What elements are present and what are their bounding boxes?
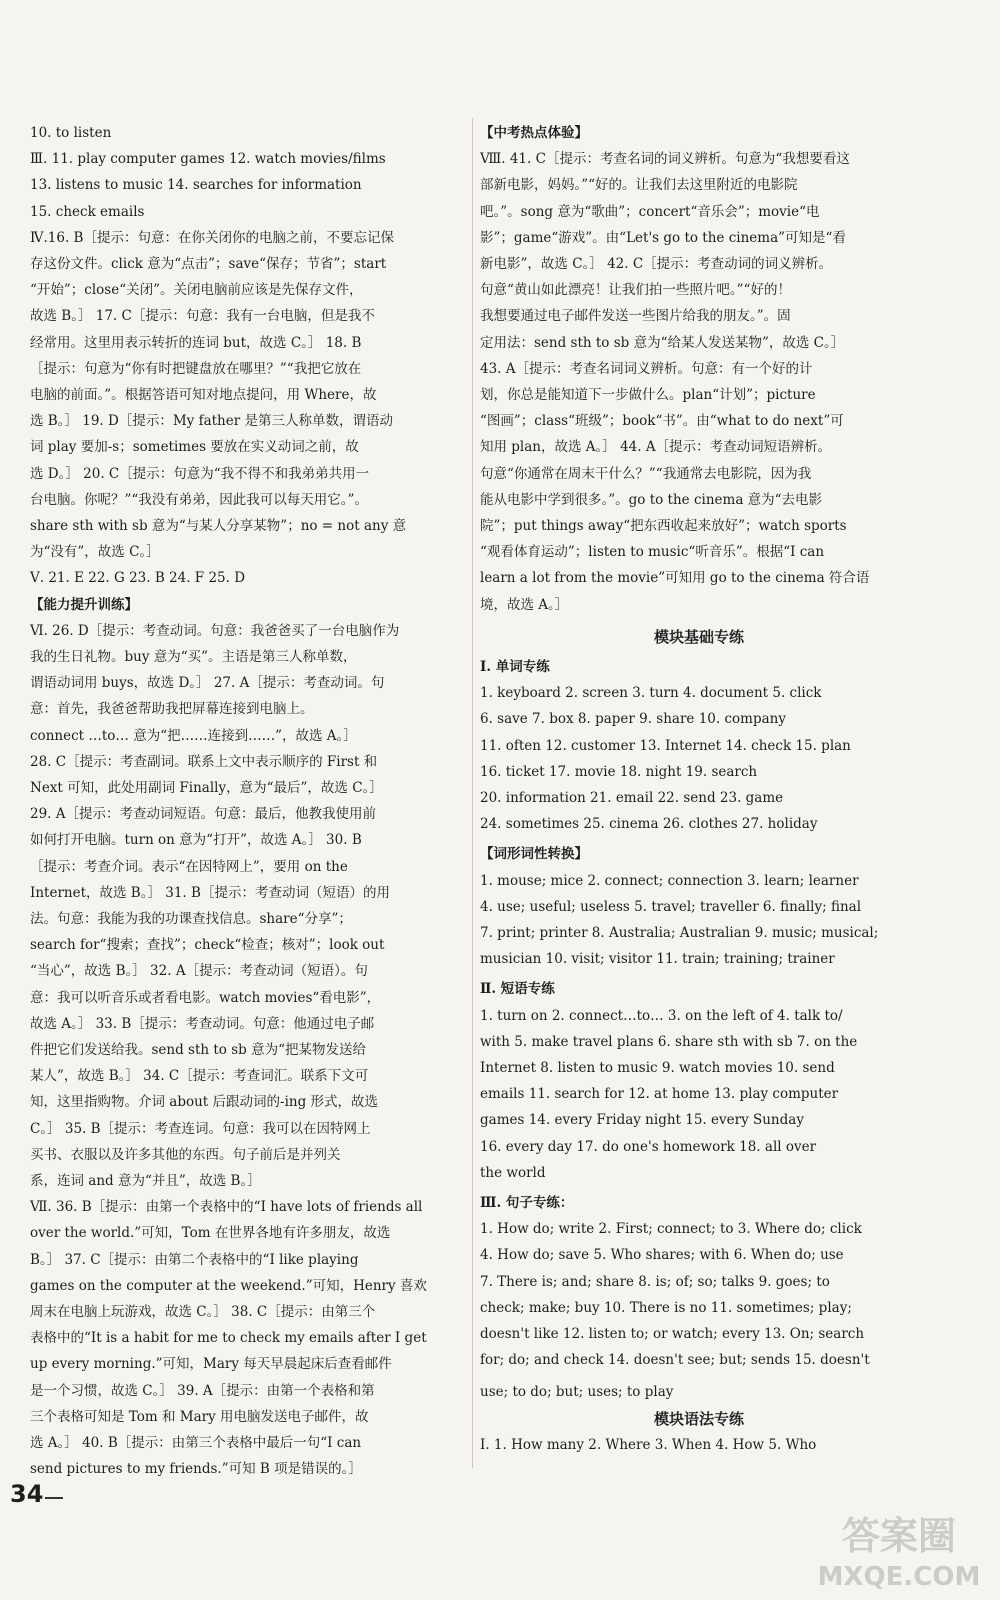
- text-line: 影”；game“游戏”。由“Let's go to the cinema”可知是“看: [480, 229, 846, 246]
- text-line: 16. ticket 17. movie 18. night 19. search: [480, 763, 758, 780]
- text-line: Internet 8. listen to music 9. watch movies 10. send: [480, 1060, 835, 1076]
- text-line: Ⅶ. 36. B［提示：由第一个表格中的“I have lots of friends all: [30, 1199, 423, 1216]
- text-line: Ⅷ. 41. C［提示：考查名词的词义辨析。句意为“我想要看这: [480, 151, 850, 168]
- text-line: 谓语动词用 buys，故选 D。］ 27. A［提示：考查动词。句: [30, 675, 385, 692]
- text-line: “图画”；class“班级”；book“书”。由“what to do next”可: [480, 413, 844, 430]
- section-heading: 模块语法专练: [653, 1409, 744, 1428]
- text-line: 1. keyboard 2. screen 3. turn 4. document 5. click: [480, 685, 822, 702]
- text-line: check; make; buy 10. There is no 11. sometimes; play;: [480, 1299, 852, 1316]
- text-line: B。］ 37. C［提示：由第二个表格中的“I like playing: [30, 1251, 359, 1268]
- text-line: 7. There is; and; share 8. is; of; so; talks 9. goes; to: [480, 1273, 830, 1290]
- text-line: 是一个习惯，故选 C。］ 39. A［提示：由第一个表格和第: [30, 1382, 375, 1399]
- text-line: 故选 A。］ 33. B［提示：考查动词。句意：他通过电子邮: [30, 1015, 375, 1032]
- text-line: share sth with sb 意为“与某人分享某物”；no = not any 意: [30, 518, 407, 534]
- text-line: 件把它们发送给我。send sth to sb 意为“把某物发送给: [30, 1042, 366, 1058]
- text-line: doesn't like 12. listen to; or watch; every 13. On; search: [480, 1326, 865, 1342]
- text-line: 知用 plan，故选 A。］ 44. A［提示：考查动词短语辨析。: [480, 439, 832, 456]
- text-line: the world: [480, 1164, 546, 1181]
- text-line: 系，连词 and 意为“并且”，故选 B。］: [30, 1173, 261, 1189]
- text-line: for; do; and check 14. doesn't see; but; sends 15. doesn't: [480, 1352, 870, 1369]
- text-line: 台电脑。你呢？”“我没有弟弟，因此我可以每天用它。”。: [30, 491, 368, 508]
- text-line: 4. use; useful; useless 5. travel; traveller 6. finally; final: [480, 898, 862, 915]
- text-line: Ⅰ. 1. How many 2. Where 3. When 4. How 5. Who: [480, 1436, 817, 1453]
- text-line: 某人”，故选 B。］ 34. C［提示：考查词汇。联系下文可: [30, 1068, 369, 1085]
- text-line: 院”；put things away“把东西收起来放好”；watch sports: [480, 518, 847, 534]
- text-line: C。］ 35. B［提示：考查连词。句意：我可以在因特网上: [30, 1120, 371, 1137]
- text-line: 24. sometimes 25. cinema 26. clothes 27. holiday: [480, 816, 818, 833]
- section-heading: 【词形词性转换】: [480, 846, 588, 863]
- text-line: learn a lot from the movie”可知用 go to the cinema 符合语: [480, 570, 870, 587]
- text-line: 15. check emails: [30, 203, 145, 220]
- text-line: 定用法：send sth to sb 意为“给某人发送某物”，故选 C。］: [480, 334, 845, 351]
- watermark-logo: [810, 1505, 988, 1593]
- text-line: 意：我可以听音乐或者看电影。watch movies“看电影”，: [30, 989, 381, 1006]
- section-heading: 【中考热点体验】: [480, 125, 588, 141]
- text-line: emails 11. search for 12. at home 13. play computer: [480, 1086, 839, 1103]
- text-line: 28. C［提示：考查副词。联系上文中表示顺序的 First 和: [30, 753, 378, 770]
- text-line: 买书、衣服以及许多其他的东西。句子前后是并列关: [30, 1146, 341, 1163]
- text-line: 13. listens to music 14. searches for information: [30, 177, 362, 194]
- text-line: games 14. every Friday night 15. every Sunday: [480, 1112, 804, 1129]
- text-line: Internet，故选 B。］ 31. B［提示：考查动词（短语）的用: [30, 884, 390, 901]
- text-line: 1. mouse; mice 2. connect; connection 3. learn; learner: [480, 872, 859, 889]
- watermark-title: 答案圈: [841, 1514, 957, 1558]
- watermark-url: MXQE.COM: [817, 1562, 981, 1592]
- text-line: “观看体育运动”；listen to music“听音乐”。根据“I can: [480, 544, 825, 561]
- text-line: 我想要通过电子邮件发送一些图片给我的朋友。”。固: [480, 308, 791, 325]
- text-line: 境，故选 A。］: [480, 596, 569, 613]
- text-line: 20. information 21. email 22. send 23. game: [480, 790, 784, 806]
- text-line: 三个表格可知是 Tom 和 Mary 用电脑发送电子邮件，故: [30, 1408, 369, 1425]
- text-line: 划，你总是能知道下一步做什么。plan“计划”；picture: [480, 387, 816, 403]
- text-line: 吧。”。song 意为“歌曲”；concert“音乐会”；movie“电: [480, 203, 820, 220]
- text-line: 词 play 要加-s；sometimes 要放在实义动词之前，故: [30, 439, 359, 456]
- text-line: Next 可知，此处用副词 Finally，意为“最后”，故选 C。］: [30, 780, 383, 796]
- text-line: 故选 B。］ 17. C［提示：句意：我有一台电脑，但是我不: [30, 308, 375, 325]
- column-divider: [472, 118, 473, 1468]
- text-line: 4. How do; save 5. Who shares; with 6. When do; use: [480, 1247, 844, 1264]
- text-line: 11. often 12. customer 13. Internet 14. check 15. plan: [480, 737, 851, 754]
- text-line: 选 D。］ 20. C［提示：句意为“我不得不和我弟弟共用一: [30, 465, 370, 482]
- text-line: 经常用。这里用表示转折的连词 but，故选 C。］ 18. B: [30, 334, 362, 351]
- text-line: games on the computer at the weekend.”可知，Henry 喜欢: [30, 1277, 427, 1294]
- text-line: 知，这里指购物。介词 about 后跟动词的-ing 形式，故选: [30, 1094, 379, 1111]
- text-line: “当心”，故选 B。］ 32. A［提示：考查动词（短语）。句: [30, 963, 368, 980]
- text-line: 句意“你通常在周末干什么？”“我通常去电影院，因为我: [480, 465, 812, 482]
- text-line: 句意“黄山如此漂亮！让我们拍一些照片吧。”“好的！: [480, 282, 791, 299]
- section-heading: Ⅱ. 短语专练: [480, 981, 555, 998]
- text-line: 6. save 7. box 8. paper 9. share 10. company: [480, 711, 786, 728]
- text-line: Ⅳ.16. B［提示：句意：在你关闭你的电脑之前，不要忘记保: [30, 229, 394, 246]
- section-heading: Ⅰ. 单词专练: [480, 659, 550, 675]
- text-line: 1. turn on 2. connect…to… 3. on the left of 4. talk to/: [480, 1007, 843, 1024]
- text-line: 16. every day 17. do one's homework 18. all over: [480, 1138, 817, 1155]
- text-line: use; to do; but; uses; to play: [480, 1384, 674, 1401]
- text-line: 29. A［提示：考查动词短语。句意：最后，他教我使用前: [30, 806, 377, 823]
- text-line: 表格中的“It is a habit for me to check my emails after I get: [30, 1330, 427, 1347]
- text-line: “开始”；close“关闭”。关闭电脑前应该是先保存文件，: [30, 282, 363, 299]
- text-line: 7. print; printer 8. Australia; Australian 9. music; musical;: [480, 925, 879, 941]
- text-line: Ⅴ. 21. E 22. G 23. B 24. F 25. D: [30, 570, 246, 587]
- text-line: Ⅲ. 11. play computer games 12. watch movies/films: [30, 151, 386, 168]
- page-number: 34: [10, 1480, 44, 1508]
- text-line: 新电影”，故选 C。］ 42. C［提示：考查动词的词义辨析。: [480, 256, 833, 272]
- text-line: 1. How do; write 2. First; connect; to 3. Where do; click: [480, 1221, 862, 1238]
- section-heading: 模块基础专练: [653, 627, 744, 646]
- text-line: 部新电影，妈妈。”“好的。让我们去这里附近的电影院: [480, 177, 798, 194]
- text-line: 周末在电脑上玩游戏，故选 C。］ 38. C［提示：由第三个: [30, 1304, 376, 1320]
- text-line: 法。句意：我能为我的功课查找信息。share“分享”；: [30, 911, 352, 927]
- text-line: 意：首先，我爸爸帮助我把屏幕连接到电脑上。: [30, 701, 314, 718]
- text-line: 存这份文件。click 意为“点击”；save“保存；节省”；start: [30, 256, 387, 272]
- text-line: over the world.”可知，Tom 在世界各地有许多朋友，故选: [30, 1225, 391, 1242]
- text-line: 选 A。］ 40. B［提示：由第三个表格中最后一句“I can: [30, 1435, 362, 1451]
- section-heading: 【能力提升训练】: [30, 596, 138, 613]
- text-line: 如何打开电脑。turn on 意为“打开”，故选 A。］ 30. B: [30, 832, 362, 849]
- text-line: 10. to listen: [30, 125, 112, 141]
- page-number-dash: [45, 1497, 63, 1499]
- text-line: search for“搜索；查找”；check“检查；核对”；look out: [30, 937, 385, 954]
- text-line: Ⅵ. 26. D［提示：考查动词。句意：我爸爸买了一台电脑作为: [30, 622, 400, 639]
- text-line: 我的生日礼物。buy 意为“买”。主语是第三人称单数，: [30, 649, 357, 665]
- text-line: 选 B。］ 19. D［提示：My father 是第三人称单数，谓语动: [30, 413, 393, 430]
- text-line: with 5. make travel plans 6. share sth with sb 7. on the: [480, 1033, 858, 1050]
- section-heading: Ⅲ. 句子专练：: [480, 1195, 574, 1211]
- text-line: send pictures to my friends.”可知 B 项是错误的。］: [30, 1461, 362, 1478]
- text-line: 43. A［提示：考查名词词义辨析。句意：有一个好的计: [480, 360, 813, 377]
- text-line: 为“没有”，故选 C。］: [30, 544, 160, 561]
- text-line: ［提示：句意为“你有时把键盘放在哪里？”“我把它放在: [30, 360, 362, 377]
- text-line: musician 10. visit; visitor 11. train; training; trainer: [480, 951, 835, 968]
- text-line: 能从电影中学到很多。”。go to the cinema 意为“去电影: [480, 491, 823, 508]
- text-line: ［提示：考查介词。表示“在因特网上”，要用 on the: [30, 858, 348, 875]
- text-line: up every morning.”可知，Mary 每天早晨起床后查看邮件: [30, 1356, 392, 1373]
- text-line: connect …to… 意为“把……连接到……”，故选 A。］: [30, 727, 357, 744]
- text-line: 电脑的前面。”。根据答语可知对地点提问，用 Where，故: [30, 387, 377, 403]
